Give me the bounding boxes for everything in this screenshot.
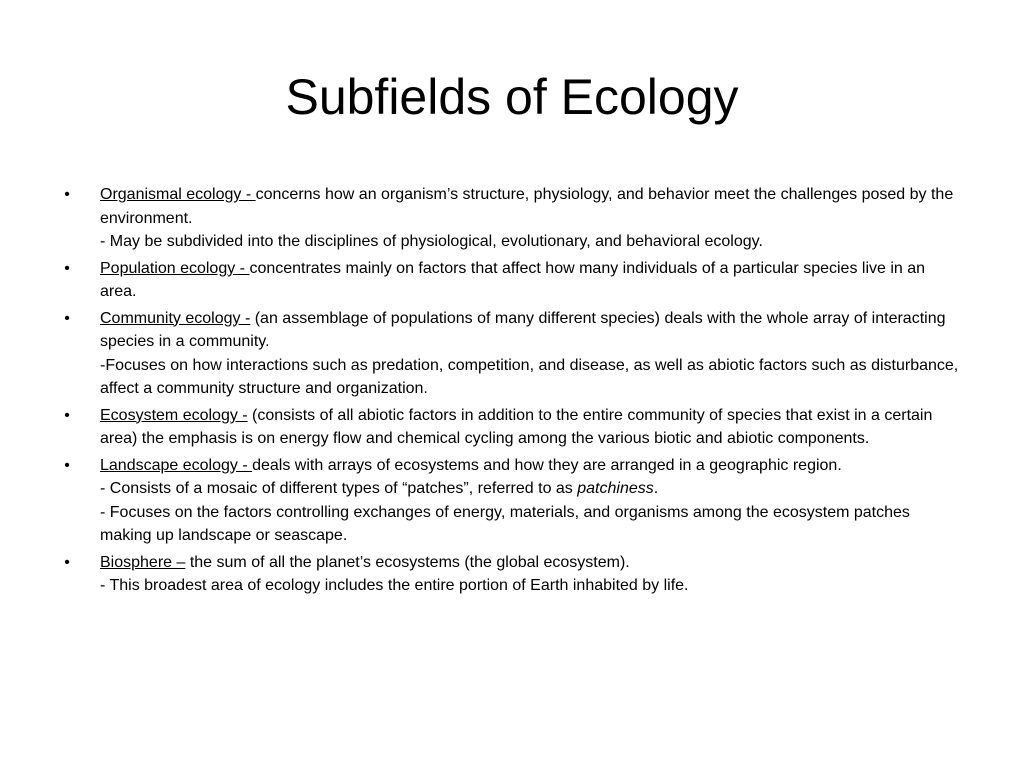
- bullet-biosphere: [64, 551, 962, 598]
- term-description: (consists of all abiotic factors in addition to the entire community of species that exist in a certain area) the emphasis is on energy flow and chemical cycling among the various biotic and abiotic components.: [100, 406, 933, 447]
- bullet-dot-icon: •: [64, 456, 70, 474]
- term-description: (an assemblage of populations of many different species) deals with the whole array of interacting species in a community.: [100, 309, 946, 350]
- bullet-dot-icon: •: [64, 309, 70, 327]
- term-label: Landscape ecology -: [100, 456, 253, 474]
- sub-point: -Focuses on how interactions such as predation, competition, and disease, as well as abiotic factors such as disturbance, affect a community structure and organization.: [100, 356, 959, 397]
- bullet-dot-icon: •: [64, 259, 70, 277]
- bullet-list: [64, 183, 962, 601]
- bullet-dot-icon: •: [64, 406, 70, 424]
- term-label: Population ecology -: [100, 259, 250, 277]
- sub-point: - May be subdivided into the disciplines of physiological, evolutionary, and behavioral ecology.: [100, 233, 763, 250]
- bullet-dot-icon: •: [64, 553, 70, 571]
- bullet-ecosystem-ecology: [64, 404, 962, 451]
- slide-title: Subfields of Ecology: [285, 69, 739, 125]
- term-description: deals with arrays of ecosystems and how they are arranged in a geographic region.: [252, 456, 842, 474]
- bullet-organismal-ecology: [64, 183, 962, 254]
- sub-point: - This broadest area of ecology includes the entire portion of Earth inhabited by life.: [100, 577, 689, 594]
- bullet-community-ecology: [64, 307, 962, 401]
- bullet-landscape-ecology: [64, 454, 962, 548]
- sub-point: [100, 477, 962, 501]
- sub-point: - Focuses on the factors controlling exchanges of energy, materials, and organisms among the ecosystem patches making up landscape or seascape.: [100, 503, 910, 544]
- bullet-population-ecology: [64, 257, 962, 304]
- term-description: concentrates mainly on factors that affect how many individuals of a particular species live in an area.: [100, 259, 926, 300]
- sub-point-emphasis: patchiness: [577, 480, 654, 497]
- term-label: Organismal ecology -: [100, 186, 256, 203]
- sub-point-end: .: [653, 480, 659, 497]
- term-description: concerns how an organism’s structure, physiology, and behavior meet the challenges posed by the environment.: [100, 186, 954, 227]
- sub-point-text: - Consists of a mosaic of different types of “patches”, referred to as: [100, 480, 578, 497]
- bullet-dot-icon: •: [64, 186, 70, 203]
- term-label: Ecosystem ecology -: [100, 406, 248, 424]
- term-label: Community ecology -: [100, 309, 251, 327]
- term-description: the sum of all the planet’s ecosystems (the global ecosystem).: [185, 553, 630, 571]
- term-label: Biosphere –: [100, 553, 186, 571]
